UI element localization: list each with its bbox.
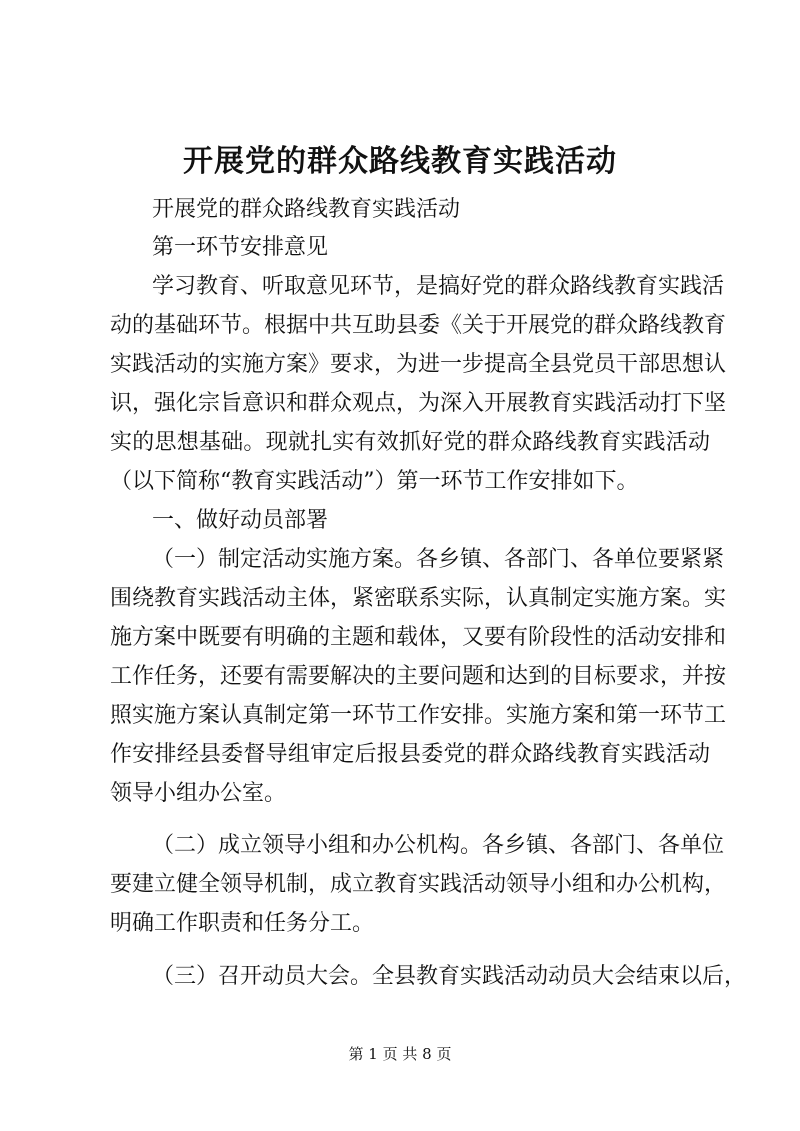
paragraph-line: 工作任务，还要有需要解决的主要问题和达到的目标要求，并按 — [110, 664, 727, 689]
paragraph-line: 识，强化宗旨意识和群众观点，为深入开展教育实践活动打下坚 — [110, 391, 727, 416]
paragraph-line: 开展党的群众路线教育实践活动 — [152, 197, 461, 222]
section-heading: 一、做好动员部署 — [152, 508, 329, 533]
paragraph-line: 领导小组办公室。 — [110, 781, 287, 806]
paragraph-line: 照实施方案认真制定第一环节工作安排。实施方案和第一环节工 — [110, 703, 727, 728]
paragraph-line: 作安排经县委督导组审定后报县委党的群众路线教育实践活动 — [110, 742, 710, 767]
paragraph-line: （二）成立领导小组和办公机构。各乡镇、各部门、各单位 — [152, 833, 725, 858]
paragraph-line: 实的思想基础。现就扎实有效抓好党的群众路线教育实践活动 — [110, 430, 710, 455]
paragraph-line: 明确工作职责和任务分工。 — [110, 911, 375, 936]
paragraph-line: 第一环节安排意见 — [152, 235, 329, 260]
document-title: 开展党的群众路线教育实践活动 — [183, 144, 617, 179]
paragraph-line: 施方案中既要有明确的主题和载体，又要有阶段性的活动安排和 — [110, 625, 727, 650]
paragraph-line: 要建立健全领导机制，成立教育实践活动领导小组和办公机构， — [110, 872, 727, 897]
paragraph-line: 实践活动的实施方案》要求，为进一步提高全县党员干部思想认 — [110, 352, 727, 377]
paragraph-line: 围绕教育实践活动主体，紧密联系实际，认真制定实施方案。实 — [110, 586, 727, 611]
paragraph-line: 学习教育、听取意见环节，是搞好党的群众路线教育实践活 — [152, 274, 725, 299]
paragraph-line: （三）召开动员大会。全县教育实践活动动员大会结束以后， — [152, 964, 747, 989]
page-footer: 第 1 页 共 8 页 — [348, 1045, 452, 1063]
paragraph-line: （一）制定活动实施方案。各乡镇、各部门、各单位要紧紧 — [152, 547, 725, 572]
paragraph-line: 动的基础环节。根据中共互助县委《关于开展党的群众路线教育 — [110, 313, 727, 338]
paragraph-line: （以下简称“教育实践活动”）第一环节工作安排如下。 — [110, 469, 639, 494]
